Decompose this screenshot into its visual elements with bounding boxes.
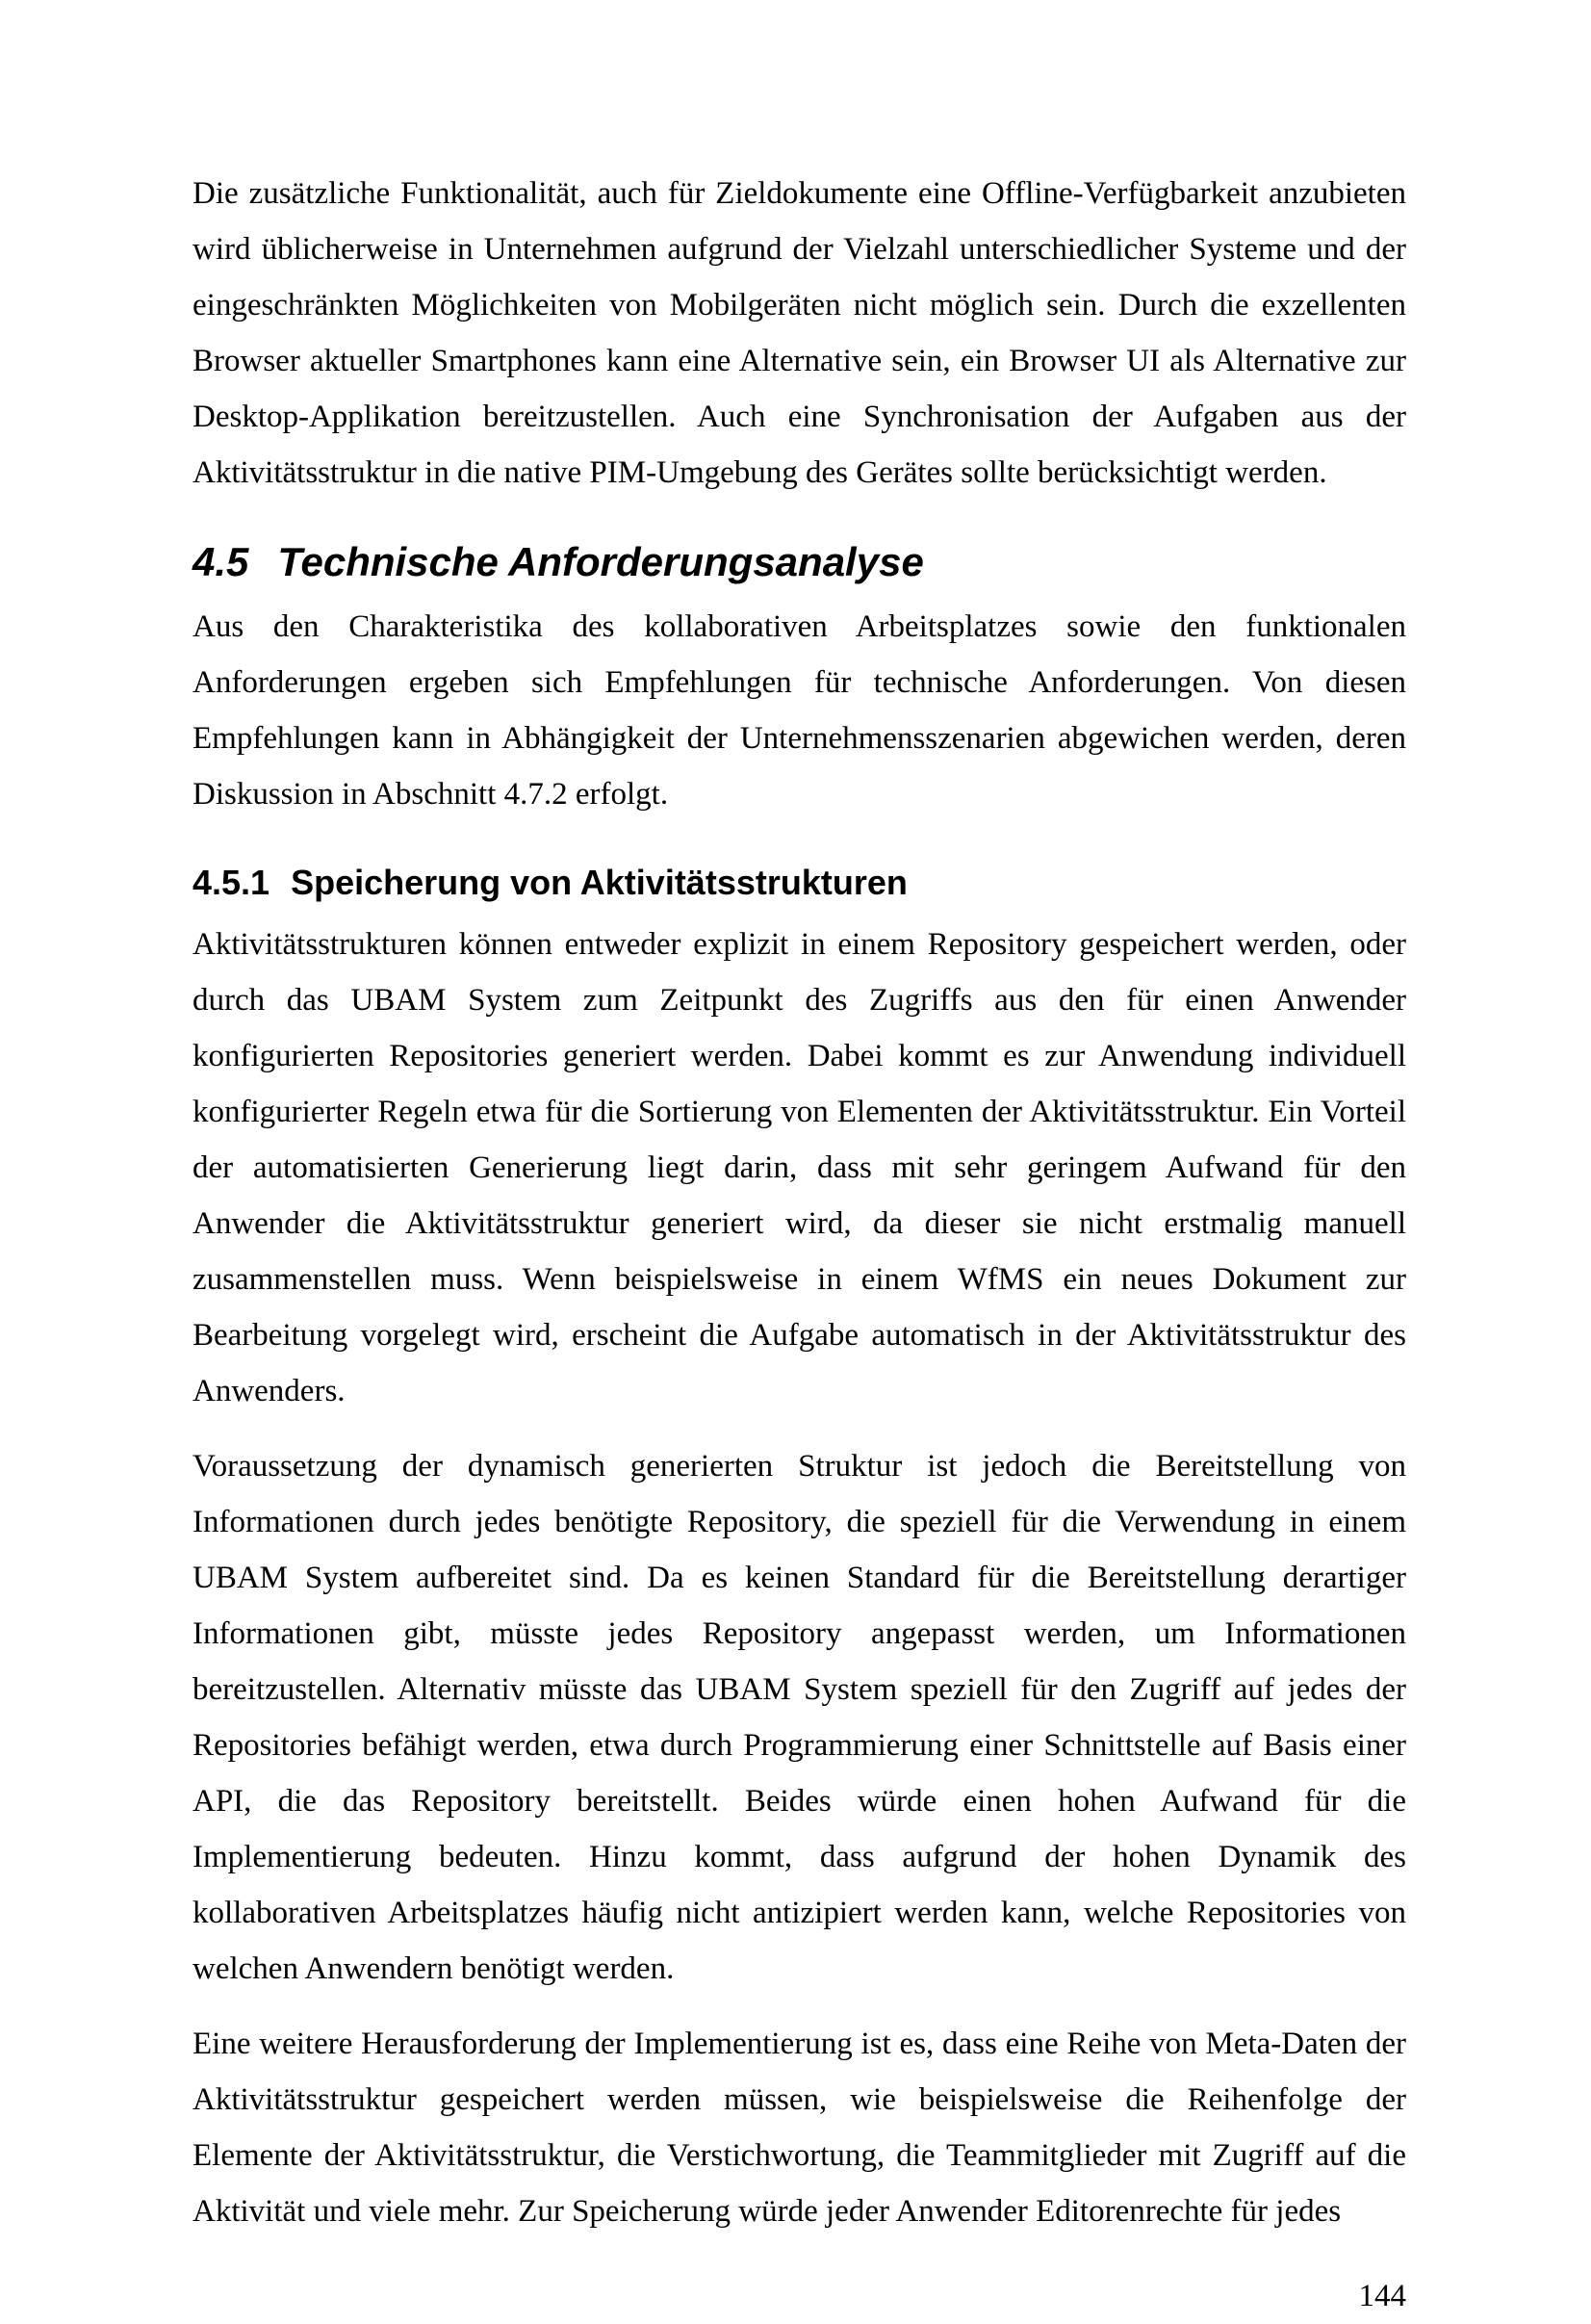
subsection-paragraph-3: Eine weitere Herausforderung der Implementierung ist es, dass eine Reihe von Meta-Daten der Aktivitätsstruktur gespeichert werden müssen, wie beispielsweise die Reihenfolge der Elemente der Aktivitätsstruktur, die Verstichwortung, die Teammitglieder mit Zugriff auf die Aktivität und viele mehr. Zur Speicherung würde jeder Anwender Editorenrechte für jedes <box>192 2027 1406 2229</box>
subsection-heading-4-5-1 <box>192 863 1406 903</box>
page-footer <box>192 2268 1406 2324</box>
section-title: Technische Anforderungsanalyse <box>277 539 924 584</box>
section-4-5-paragraph: Aus den Charakteristika des kollaborativen Arbeitsplatzes sowie den funktionalen Anforderungen ergeben sich Empfehlungen für technische Anforderungen. Von diesen Empfehlungen kann in Abhängigkeit der Unternehmensszenarien abgewichen werden, deren Diskussion in Abschnitt 4.7.2 erfolgt. <box>192 609 1406 812</box>
subsection-paragraph-1: Aktivitätsstrukturen können entweder explizit in einem Repository gespeichert werden, oder durch das UBAM System zum Zeitpunkt des Zugriffs aus den für einen Anwender konfigurierten Repositories generiert werden. Dabei kommt es zur Anwendung individuell konfigurierter Regeln etwa für die Sortierung von Elementen der Aktivitätsstruktur. Ein Vorteil der automatisierten Generierung liegt darin, dass mit sehr geringem Aufwand für den Anwender die Aktivitätsstruktur generiert wird, da dieser sie nicht erstmalig manuell zusammenstellen muss. Wenn beispielsweise in einem WfMS ein neues Dokument zur Bearbeitung vorgelegt wird, erscheint die Aufgabe automatisch in der Aktivitätsstruktur des Anwenders. <box>192 927 1406 1408</box>
section-number: 4.5 <box>192 539 249 584</box>
subsection-number: 4.5.1 <box>192 863 270 902</box>
intro-paragraph: Die zusätzliche Funktionalität, auch für Zieldokumente eine Offline-Verfügbarkeit anzubieten wird üblicherweise in Unternehmen aufgrund der Vielzahl unterschiedlicher Systeme und der eingeschränkten Möglichkeiten von Mobilgeräten nicht möglich sein. Durch die exzellenten Browser aktueller Smartphones kann eine Alternative sein, ein Browser UI als Alternative zur Desktop-Applikation bereitzustellen. Auch eine Synchronisation der Aufgaben aus der Aktivitätsstruktur in die native PIM-Umgebung des Gerätes sollte berücksichtigt werden. <box>192 176 1406 490</box>
subsection-title: Speicherung von Aktivitätsstrukturen <box>291 863 908 902</box>
page-number: 144 <box>1358 2279 1406 2313</box>
section-heading-4-5 <box>192 539 1406 585</box>
subsection-paragraph-2: Voraussetzung der dynamisch generierten Struktur ist jedoch die Bereitstellung von Informationen durch jedes benötigte Repository, die speziell für die Verwendung in einem UBAM System aufbereitet sind. Da es keinen Standard für die Bereitstellung derartiger Informationen gibt, müsste jedes Repository angepasst werden, um Informationen bereitzustellen. Alternativ müsste das UBAM System speziell für den Zugriff auf jedes der Repositories befähigt werden, etwa durch Programmierung einer Schnittstelle auf Basis einer API, die das Repository bereitstellt. Beides würde einen hohen Aufwand für die Implementierung bedeuten. Hinzu kommt, dass aufgrund der hohen Dynamik des kollaborativen Arbeitsplatzes häufig nicht antizipiert werden kann, welche Repositories von welchen Anwendern benötigt werden. <box>192 1449 1406 1986</box>
